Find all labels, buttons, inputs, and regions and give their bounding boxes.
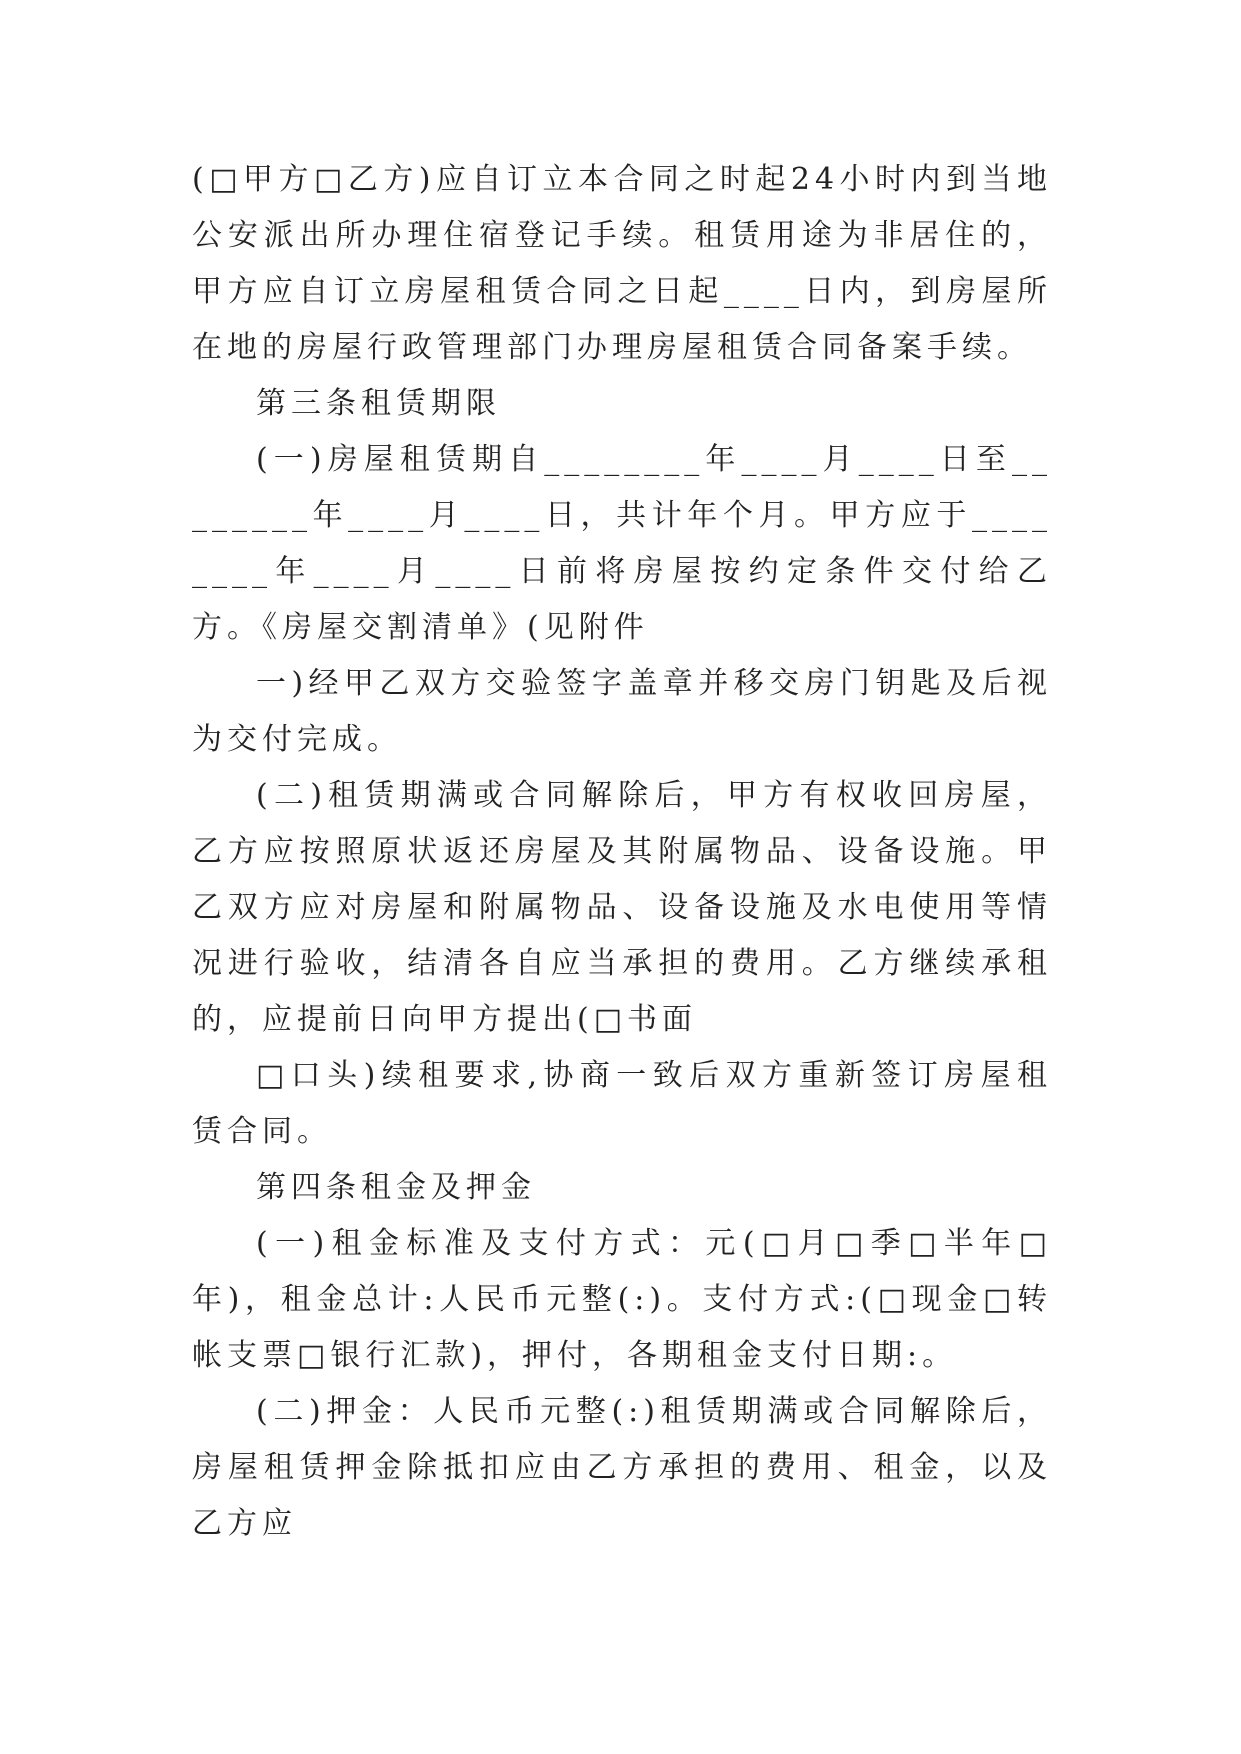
section-heading-rent-deposit: 第四条租金及押金 (256, 1170, 536, 1205)
paragraph-rent-standard: (一)租金标准及支付方式：元(□月□季□半年□年)，租金总计:人民币元整(:)。支付方式:(□现金□转帐支票□银行汇款)，押付，各期租金支付日期:。 (192, 1226, 1052, 1373)
paragraph-deposit: (二)押金：人民币元整(:)租赁期满或合同解除后，房屋租赁押金除抵扣应由乙方承担的费用、租金，以及乙方应 (192, 1394, 1052, 1541)
paragraph-handover-complete: 一)经甲乙双方交验签字盖章并移交房门钥匙及后视为交付完成。 (192, 666, 1052, 757)
paragraph-lease-period: (一)房屋租赁期自________年____月____日至________年____月____日，共计年个月。甲方应于________年____月____日前将房屋按约定条件交付给乙方。《房屋交割清单》(见附件 (192, 442, 1052, 645)
paragraph-lease-expiry: (二)租赁期满或合同解除后，甲方有权收回房屋，乙方应按照原状返还房屋及其附属物品、设备设施。甲乙双方应对房屋和附属物品、设备设施及水电使用等情况进行验收，结清各自应当承担的费用。乙方继续承租的，应提前日向甲方提出(□书面 (192, 778, 1052, 1037)
paragraph-registration: (□甲方□乙方)应自订立本合同之时起24小时内到当地公安派出所办理住宿登记手续。租赁用途为非居住的，甲方应自订立房屋租赁合同之日起____日内，到房屋所在地的房屋行政管理部门办理房屋租赁合同备案手续。 (192, 162, 1052, 365)
paragraph-renewal: □口头)续租要求,协商一致后双方重新签订房屋租赁合同。 (192, 1058, 1052, 1149)
section-heading-lease-term: 第三条租赁期限 (256, 386, 501, 421)
document-body (192, 152, 1052, 1552)
